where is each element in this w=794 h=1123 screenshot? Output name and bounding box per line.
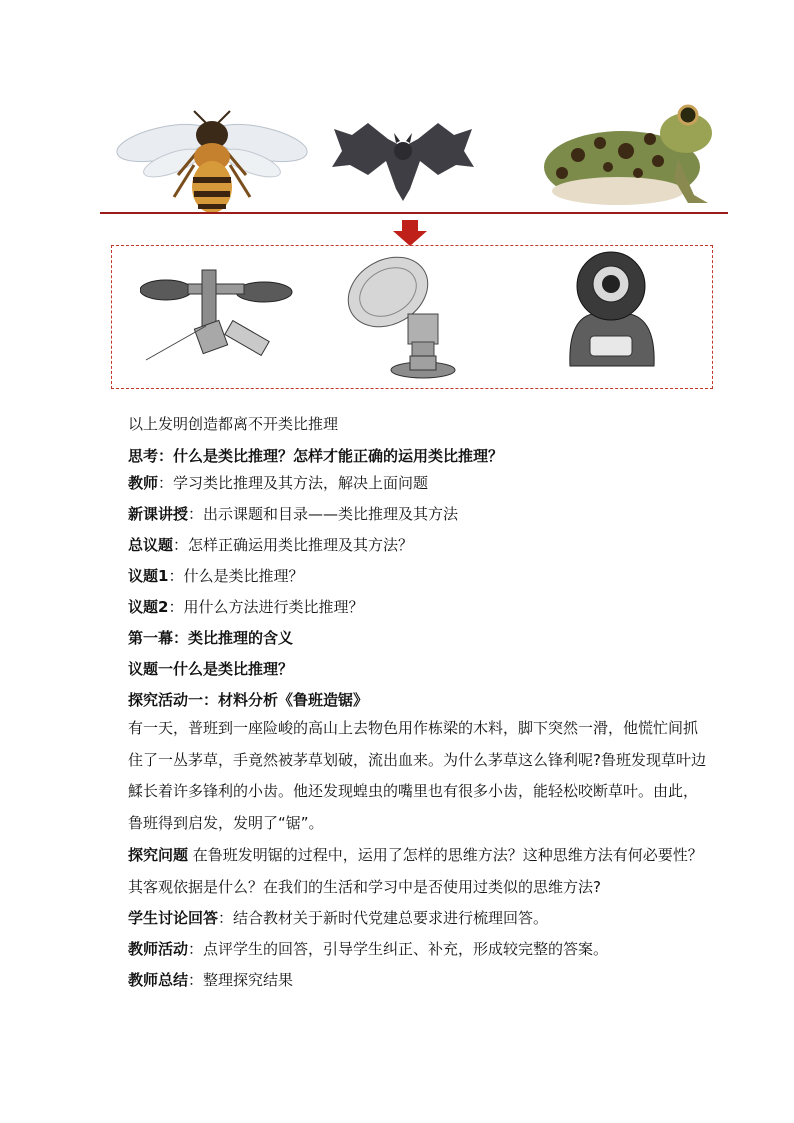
line-new-lesson (128, 504, 708, 524)
line-activity-1 (128, 690, 708, 710)
topic-1-label: 议题1 (128, 567, 169, 585)
helicopter-image (140, 264, 294, 366)
webcam-image (560, 248, 662, 374)
story-paragraph (128, 713, 710, 839)
question-paragraph (128, 840, 710, 903)
teacher-activity-text: ：点评学生的回答，引导学生纠正、补充，形成较完整的答案。 (188, 940, 609, 958)
act-1-text: 第一幕：类比推理的含义 (128, 629, 294, 647)
topic-2-label: 议题2 (128, 598, 169, 616)
student-discussion-label: 学生讨论回答 (128, 909, 219, 927)
thinking-text: 思考：什么是类比推理？怎样才能正确的运用类比推理？ (128, 447, 504, 465)
down-arrow-icon (393, 220, 427, 246)
teacher-activity-label: 教师活动 (128, 940, 189, 958)
topic-2-text: ：用什么方法进行类比推理？ (168, 598, 364, 616)
teacher-summary-label: 教师总结 (128, 971, 189, 989)
story-text: 有一天，普班到一座险峻的高山上去物色用作栋梁的木料，脚下突然一滑，他慌忙间抓住了一丛茅草，手竟然被茅草划破，流出血来。为什么茅草这么锋利呢?鲁班发现草叶边鰇长着许多锋利的小齿。他还发现蝗虫的嘴里也有很多小齿，能轻松咬断草叶。由此，鲁班得到启发，发明了“锯”。 (128, 719, 706, 832)
intro-text: 以上发明创造都离不开类比推理 (128, 415, 339, 433)
topic-one-text: 议题一什么是类比推理？ (128, 660, 294, 678)
new-lesson-label: 新课讲授 (128, 505, 189, 523)
new-lesson-text: ：出示课题和目录——类比推理及其方法 (188, 505, 459, 523)
main-topic-label: 总议题 (128, 536, 174, 554)
radar-dish-image (344, 252, 456, 380)
bat-image (328, 117, 478, 203)
line-main-topic (128, 535, 708, 555)
line-teacher-activity (128, 939, 708, 959)
line-act-1 (128, 628, 708, 648)
line-topic-1 (128, 566, 708, 586)
question-label: 探究问题 (128, 846, 189, 864)
teacher-text: ：学习类比推理及其方法，解决上面问题 (158, 474, 429, 492)
line-teacher (128, 473, 708, 493)
line-thinking (128, 446, 708, 466)
topic-1-text: ：什么是类比推理？ (168, 567, 304, 585)
student-discussion-text: ：结合教材关于新时代党建总要求进行梳理回答。 (218, 909, 549, 927)
main-topic-text: ：怎样正确运用类比推理及其方法？ (173, 536, 414, 554)
line-topic-one (128, 659, 708, 679)
bee-image (114, 105, 310, 215)
inventions-box (111, 245, 713, 389)
teacher-label: 教师 (128, 474, 159, 492)
animal-figures (100, 95, 728, 215)
divider-line (100, 212, 728, 214)
line-student-discussion (128, 908, 708, 928)
question-text: 在鲁班发明锯的过程中，运用了怎样的思维方法？这种思维方法有何必要性？其客观依据是什么？在我们的生活和学习中是否使用过类似的思维方法? (128, 846, 703, 896)
teacher-summary-text: ：整理探究结果 (188, 971, 294, 989)
line-topic-2 (128, 597, 708, 617)
frog-image (538, 99, 714, 211)
line-intro (128, 414, 708, 434)
activity-1-text: 探究活动一：材料分析《鲁班造锯》 (128, 691, 369, 709)
line-teacher-summary (128, 970, 708, 990)
